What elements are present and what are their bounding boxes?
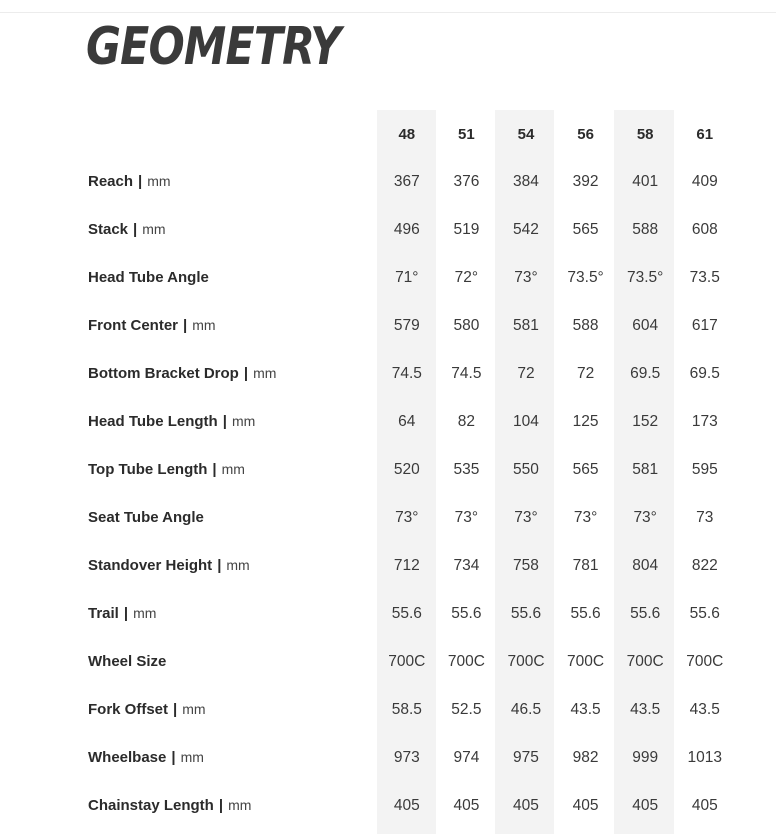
row-label-cell [76, 446, 377, 494]
table-row [76, 590, 735, 638]
value-cell: 409 [691, 173, 718, 190]
value-cell: 73° [395, 509, 419, 526]
value-cell: 781 [572, 557, 599, 574]
value-cell: 73.5° [626, 269, 664, 286]
value-cell: 43.5 [630, 701, 661, 718]
row-label: Stack [88, 221, 129, 238]
value-cell: 700C [388, 653, 426, 670]
value-cell: 565 [572, 461, 599, 478]
value-cell: 55.6 [451, 605, 482, 622]
size-header: 48 [398, 125, 416, 143]
table-row [76, 158, 735, 206]
table-row [76, 398, 735, 446]
value-cell: 55.6 [510, 605, 542, 622]
value-cell: 520 [393, 461, 420, 478]
row-label-cell [76, 782, 377, 830]
row-unit: mm [133, 605, 157, 621]
value-cell: 595 [691, 461, 718, 478]
row-label-cell [76, 638, 377, 686]
row-label: Reach [88, 173, 134, 190]
value-cell: 700C [686, 653, 724, 670]
value-cell: 46.5 [510, 701, 542, 718]
row-label-cell [76, 206, 377, 254]
value-cell: 73° [454, 509, 479, 526]
value-cell: 405 [632, 797, 659, 814]
size-header-row [76, 110, 735, 158]
row-label-cell [76, 254, 377, 302]
value-cell: 73° [633, 509, 657, 526]
value-cell: 617 [691, 317, 718, 334]
value-cell: 72 [576, 365, 595, 382]
row-label: Chainstay Length [88, 797, 214, 814]
value-cell: 405 [393, 797, 420, 814]
row-label: Trail [88, 605, 119, 622]
value-cell: 82 [457, 413, 476, 430]
value-cell: 376 [453, 173, 480, 190]
size-header: 56 [577, 125, 594, 143]
table-row [76, 734, 735, 782]
unit-separator: | [123, 605, 129, 622]
value-cell: 758 [513, 557, 539, 574]
value-cell: 52.5 [451, 701, 482, 718]
row-label: Standover Height [88, 557, 213, 574]
row-label-cell [76, 734, 377, 782]
value-cell: 700C [567, 653, 605, 670]
value-cell: 55.6 [630, 605, 661, 622]
value-cell: 982 [572, 749, 599, 766]
page-title: GEOMETRY [86, 17, 341, 77]
row-label: Fork Offset [88, 701, 169, 718]
table-row [76, 254, 735, 302]
value-cell: 700C [626, 653, 664, 670]
value-cell: 550 [513, 461, 539, 478]
row-label: Bottom Bracket Drop [88, 365, 239, 382]
unit-separator: | [133, 221, 138, 238]
size-header: 61 [696, 125, 714, 143]
unit-separator: | [171, 749, 176, 766]
table-row [76, 638, 735, 686]
value-cell: 588 [572, 317, 599, 334]
value-cell: 73° [573, 509, 598, 526]
value-cell: 72° [454, 269, 479, 286]
geometry-rows [76, 158, 735, 830]
value-cell: 152 [632, 413, 659, 430]
unit-separator: | [173, 701, 178, 718]
unit-separator: | [183, 317, 188, 334]
size-header: 54 [517, 125, 535, 143]
value-cell: 405 [513, 797, 539, 814]
value-cell: 55.6 [570, 605, 601, 622]
value-cell: 579 [393, 317, 420, 334]
value-cell: 55.6 [391, 605, 422, 622]
row-label-cell [76, 494, 377, 542]
value-cell: 700C [507, 653, 545, 670]
value-cell: 974 [453, 749, 480, 766]
value-cell: 1013 [687, 749, 722, 766]
value-cell: 104 [513, 413, 539, 430]
value-cell: 173 [691, 413, 718, 430]
row-unit: mm [253, 365, 277, 381]
value-cell: 973 [393, 749, 420, 766]
row-unit: mm [180, 749, 204, 765]
value-cell: 405 [691, 797, 718, 814]
row-label-cell [76, 350, 377, 398]
size-header: 58 [636, 125, 654, 143]
value-cell: 542 [513, 221, 539, 238]
value-cell: 822 [691, 557, 718, 574]
value-cell: 73.5° [567, 269, 604, 286]
value-cell: 384 [513, 173, 539, 190]
table-row [76, 350, 735, 398]
value-cell: 519 [453, 221, 480, 238]
table-row [76, 206, 735, 254]
row-label: Seat Tube Angle [88, 509, 204, 526]
value-cell: 69.5 [689, 365, 720, 382]
value-cell: 58.5 [391, 701, 422, 718]
table-row [76, 446, 735, 494]
value-cell: 580 [453, 317, 480, 334]
row-unit: mm [147, 173, 171, 189]
table-row [76, 302, 735, 350]
table-row [76, 494, 735, 542]
row-unit: mm [182, 701, 206, 717]
value-cell: 535 [453, 461, 480, 478]
row-unit: mm [228, 797, 252, 813]
row-unit: mm [226, 557, 250, 573]
size-header: 51 [458, 125, 475, 143]
row-unit: mm [221, 461, 245, 477]
value-cell: 975 [513, 749, 539, 766]
value-cell: 734 [453, 557, 480, 574]
row-label-cell [76, 590, 377, 638]
value-cell: 73° [514, 269, 538, 286]
value-cell: 405 [572, 797, 599, 814]
header-spacer [76, 110, 377, 158]
value-cell: 125 [572, 413, 599, 430]
value-cell: 401 [632, 173, 659, 190]
row-label: Head Tube Length [88, 413, 218, 430]
value-cell: 55.6 [689, 605, 720, 622]
value-cell: 73.5 [689, 269, 720, 286]
value-cell: 392 [572, 173, 599, 190]
row-unit: mm [231, 413, 256, 429]
row-label: Head Tube Angle [88, 269, 209, 286]
unit-separator: | [212, 461, 217, 478]
value-cell: 604 [632, 317, 659, 334]
table-row [76, 542, 735, 590]
unit-separator: | [222, 413, 227, 430]
geometry-table [76, 110, 735, 830]
table-row [76, 782, 735, 830]
row-label: Wheel Size [88, 653, 167, 670]
value-cell: 73 [696, 509, 714, 526]
value-cell: 72 [517, 365, 535, 382]
value-cell: 405 [453, 797, 480, 814]
value-cell: 608 [691, 221, 718, 238]
value-cell: 74.5 [391, 365, 422, 382]
row-label-cell [76, 398, 377, 446]
value-cell: 64 [398, 413, 416, 430]
unit-separator: | [243, 365, 249, 382]
table-row [76, 686, 735, 734]
value-cell: 367 [393, 173, 420, 190]
value-cell: 43.5 [689, 701, 720, 718]
unit-separator: | [217, 557, 222, 574]
row-label: Top Tube Length [88, 461, 208, 478]
value-cell: 712 [393, 557, 420, 574]
value-cell: 700C [447, 653, 485, 670]
unit-separator: | [218, 797, 224, 814]
value-cell: 999 [632, 749, 659, 766]
value-cell: 581 [632, 461, 659, 478]
row-label-cell [76, 542, 377, 590]
row-label: Front Center [88, 317, 178, 334]
row-unit: mm [192, 317, 216, 333]
row-unit: mm [142, 221, 166, 237]
value-cell: 73° [514, 509, 538, 526]
value-cell: 69.5 [630, 365, 661, 382]
value-cell: 74.5 [451, 365, 482, 382]
unit-separator: | [138, 173, 143, 190]
value-cell: 581 [513, 317, 539, 334]
value-cell: 43.5 [570, 701, 601, 718]
value-cell: 565 [572, 221, 599, 238]
row-label-cell [76, 302, 377, 350]
value-cell: 804 [632, 557, 659, 574]
top-divider [0, 12, 776, 13]
row-label-cell [76, 686, 377, 734]
value-cell: 71° [395, 269, 419, 286]
row-label: Wheelbase [88, 749, 167, 766]
value-cell: 496 [393, 221, 420, 238]
row-label-cell [76, 158, 377, 206]
value-cell: 588 [632, 221, 659, 238]
